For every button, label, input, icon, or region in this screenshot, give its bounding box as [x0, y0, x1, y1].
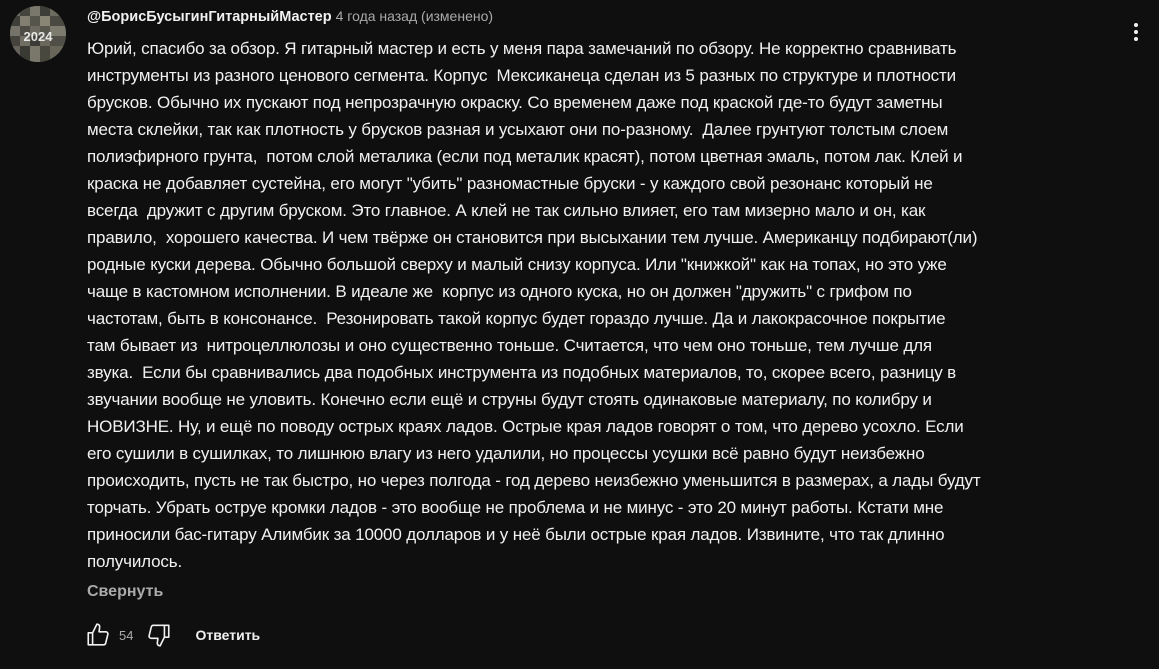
collapse-button[interactable]: Свернуть — [87, 583, 164, 600]
avatar-badge: 2024 — [23, 29, 53, 44]
avatar-image — [10, 6, 66, 62]
thumb-down-icon — [146, 622, 172, 648]
comment-timestamp[interactable]: 4 года назад (изменено) — [335, 8, 494, 24]
comment-header — [87, 8, 493, 28]
dislike-button[interactable] — [143, 619, 175, 651]
thumb-up-icon — [85, 622, 111, 648]
more-vertical-icon — [1124, 20, 1148, 44]
like-count: 54 — [119, 627, 134, 643]
reply-button[interactable]: Ответить — [195, 627, 261, 643]
comment-actions — [82, 618, 264, 652]
author-name[interactable]: @БорисБусыгинГитарныйМастер — [87, 9, 332, 25]
comment-menu-button[interactable] — [1120, 14, 1152, 50]
avatar[interactable] — [10, 6, 66, 62]
comment-text: Юрий, спасибо за обзор. Я гитарный мастер и есть у меня пара замечаний по обзору. Не корректно сравнивать инструменты из разного ценового сегмента. Корпус Мексиканеца сделан из 5 разных по структуре и плотности брусков. Обычно их пускают под непрозрачную окраску. Со временем даже под краской где-то будут заметны места склейки, так как плотность у брусков разная и усыхают они по-разному. Далее грунтуют толстым слоем полиэфирного грунта, потом слой металика (если под металик красят), потом цветная эмаль, потом лак. Клей и краска не добавляет сустейна, его могут "убить" разномастные бруски - у каждого свой резонанс который не всегда дружит с другим бруском. Это главное. А клей не так сильно влияет, его там мизерно мало и он, как правило, хорошего качества. И чем твёрже он становится при высыхании тем лучше. Американцу подбирают(ли) родные куски дерева. Обычно большой сверху и малый снизу корпуса. Или "книжкой" как на топах, но это уже чаще в кастомном исполнении. В идеале же корпус из одного куска, но он должен "дружить" с грифом по частотам, быть в консонансе. Резонировать такой корпус будет гораздо лучше. Да и лакокрасочное покрытие там бывает из нитроцеллюлозы и оно существенно тоньше. Считается, что чем оно тоньше, тем лучше для звука. Если бы сравнивались два подобных инструмента из подобных материалов, то, скорее всего, разницу в звучании вообще не уловить. Конечно если ещё и струны будут стоять одинаковые материалу, по колибру и НОВИЗНЕ. Ну, и ещё по поводу острых краях ладов. Острые края ладов говорят о том, что дерево усохло. Если его сушили в сушилках, то лишнюю влагу из него удалили, но процессы усушки всё равно будут неизбежно происходить, пусть не так быстро, но через полгода - год дерево неизбежно уменьшится в размерах, а лады будут торчать. Убрать оструе кромки ладов - это вообще не проблема и не минус - это 20 минут работы. Кстати мне приносили бас-гитару Алимбик за 10000 долларов и у неё были острые края ладов. Извините, что так длинно получилось. — [87, 39, 981, 571]
like-button[interactable] — [82, 619, 114, 651]
